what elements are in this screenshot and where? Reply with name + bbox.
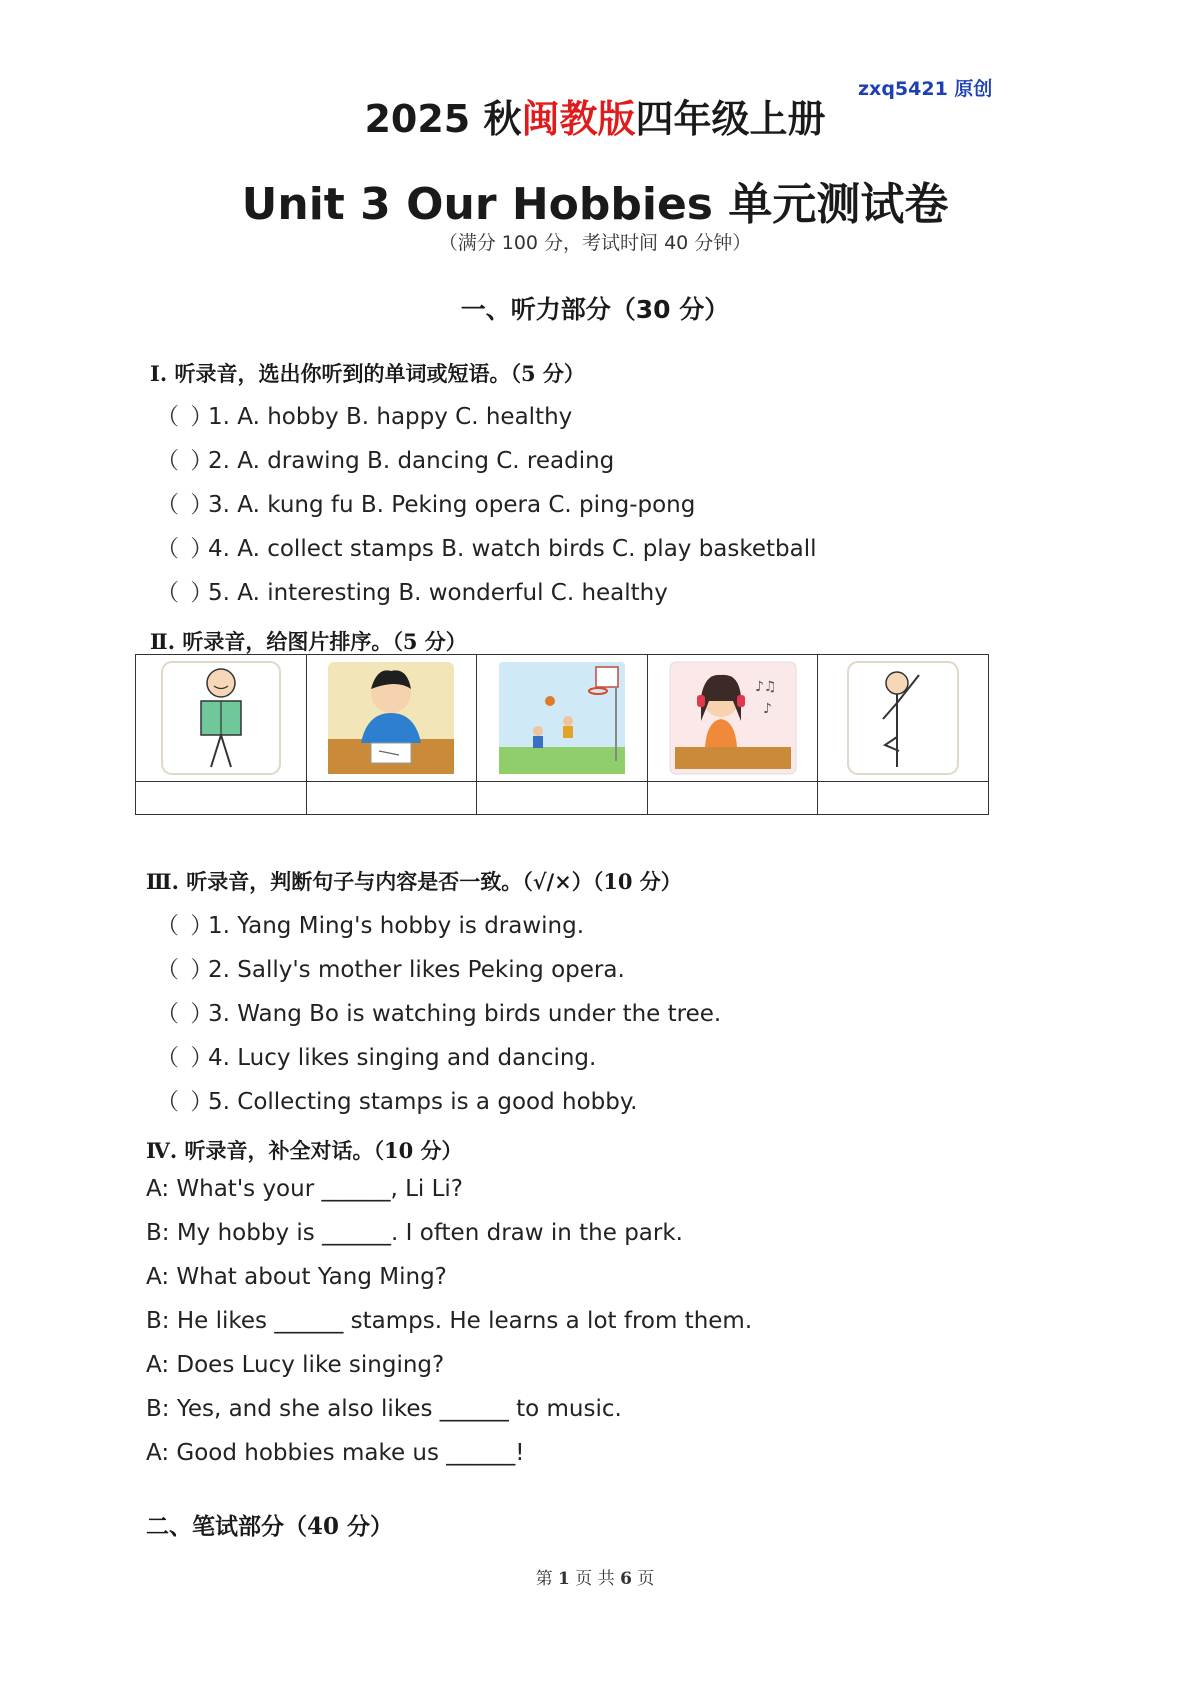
section-3-heading: Ⅲ. 听录音，判断句子与内容是否一致。（√/×）（10 分）: [146, 869, 682, 894]
answer-bracket: （ ）: [156, 1089, 216, 1115]
unit-title: Unit 3 Our Hobbies 单元测试卷: [241, 179, 949, 230]
section-1-heading: Ⅰ. 听录音，选出你听到的单词或短语。（5 分）: [150, 361, 585, 386]
answer-bracket: （ ）: [156, 957, 216, 983]
kids-playing-basketball-picture: [498, 661, 626, 775]
question-text: 2. A. drawing B. dancing C. reading: [208, 448, 615, 474]
order-answer-cell[interactable]: [818, 782, 989, 815]
order-answer-cell[interactable]: [647, 782, 818, 815]
question-item: [156, 398, 572, 431]
total-page-number: 6: [620, 1569, 632, 1589]
order-answer-cell[interactable]: [306, 782, 477, 815]
order-answer-cell[interactable]: [477, 782, 648, 815]
title-suffix: 四年级上册: [635, 97, 826, 141]
question-text: 4. A. collect stamps B. watch birds C. play basketball: [208, 536, 817, 562]
answer-bracket: （ ）: [156, 1001, 216, 1027]
dialogue-line: A: What's your ______, Li Li?: [146, 1176, 464, 1202]
author-tag: zxq5421 原创: [858, 78, 993, 100]
answer-bracket: （ ）: [156, 448, 216, 474]
question-item: [156, 995, 721, 1028]
question-item: [156, 442, 614, 475]
page-footer: [0, 1564, 1190, 1589]
dialogue-line: B: He likes ______ stamps. He learns a lot from them.: [146, 1308, 753, 1334]
question-item: [156, 486, 695, 519]
question-text: 4. Lucy likes singing and dancing.: [208, 1045, 597, 1071]
picture-cell: [818, 655, 989, 782]
footer-prefix: 第: [535, 1569, 553, 1589]
dialogue-line: A: Does Lucy like singing?: [146, 1352, 445, 1378]
footer-middle: 页 共: [575, 1569, 615, 1589]
svg-text:♪♫: ♪♫: [754, 679, 777, 695]
boy-drawing-picture: [327, 661, 455, 775]
question-text: 2. Sally's mother likes Peking opera.: [208, 957, 625, 983]
answer-bracket: （ ）: [156, 913, 216, 939]
footer-suffix: 页: [637, 1569, 655, 1589]
answer-bracket: （ ）: [156, 492, 216, 518]
question-item: [156, 951, 625, 984]
question-text: 3. Wang Bo is watching birds under the tree.: [208, 1001, 722, 1027]
answer-bracket: （ ）: [156, 404, 216, 430]
question-text: 1. A. hobby B. happy C. healthy: [208, 404, 573, 430]
exam-info: （满分 100 分，考试时间 40 分钟）: [438, 232, 752, 254]
order-answer-cell[interactable]: [136, 782, 307, 815]
dialogue-line: A: What about Yang Ming?: [146, 1264, 447, 1290]
section-2-heading: Ⅱ. 听录音，给图片排序。（5 分）: [150, 629, 467, 654]
dancing-stick-figure-picture: [847, 661, 959, 775]
answer-bracket: （ ）: [156, 536, 216, 562]
current-page-number: 1: [558, 1569, 570, 1589]
listening-part-heading: 一、听力部分（30 分）: [460, 295, 730, 324]
picture-cell: [136, 655, 307, 782]
writing-part-heading: 二、笔试部分（40 分）: [146, 1513, 394, 1540]
answer-bracket: （ ）: [156, 1045, 216, 1071]
title-publisher: 闽教版: [521, 97, 636, 141]
girl-listening-music-picture: [669, 661, 797, 775]
dialogue-line: B: Yes, and she also likes ______ to music.: [146, 1396, 622, 1422]
svg-text:♪: ♪: [762, 701, 772, 717]
question-item: [156, 907, 584, 940]
dialogue-line: A: Good hobbies make us ______!: [146, 1440, 525, 1466]
answer-bracket: （ ）: [156, 580, 216, 606]
question-item: [156, 1083, 638, 1116]
picture-cell: [647, 655, 818, 782]
question-item: [156, 574, 668, 607]
dialogue-line: B: My hobby is ______. I often draw in the park.: [146, 1220, 683, 1246]
title-prefix: 2025 秋: [364, 97, 522, 141]
picture-cell: [477, 655, 648, 782]
question-item: [156, 530, 817, 563]
section-4-heading: Ⅳ. 听录音，补全对话。（10 分）: [146, 1138, 463, 1163]
picture-order-table: [135, 654, 989, 815]
picture-cell: [306, 655, 477, 782]
question-text: 1. Yang Ming's hobby is drawing.: [208, 913, 585, 939]
question-item: [156, 1039, 596, 1072]
question-text: 5. Collecting stamps is a good hobby.: [208, 1089, 638, 1115]
question-text: 3. A. kung fu B. Peking opera C. ping-pong: [208, 492, 696, 518]
reading-stick-figure-picture: [161, 661, 281, 775]
question-text: 5. A. interesting B. wonderful C. healthy: [208, 580, 668, 606]
exam-title: [0, 88, 1190, 143]
